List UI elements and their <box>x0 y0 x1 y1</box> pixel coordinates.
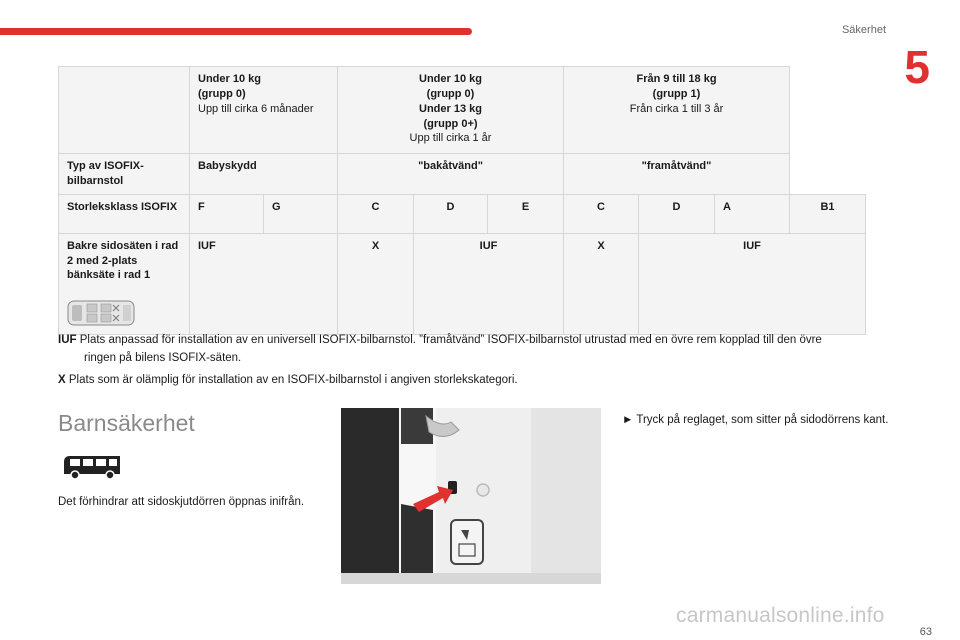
iuf-note <box>58 332 878 368</box>
rear-cell: IUF <box>639 233 866 335</box>
iuf-label: IUF <box>58 334 77 346</box>
door-lock-photo <box>341 408 601 584</box>
rear-cell: IUF <box>414 233 564 335</box>
table-corner-cell <box>59 67 190 154</box>
size-cell: D <box>639 194 715 233</box>
rear-cell: IUF <box>190 233 338 335</box>
van-icon <box>60 452 124 480</box>
size-row-label: Storleksklass ISOFIX <box>59 194 190 233</box>
isofix-table <box>58 66 866 335</box>
x-text: Plats som är olämplig för installation av en ISOFIX-bilbarnstol i angiven storlekskategori. <box>68 374 518 386</box>
chapter-accent-bar <box>0 28 472 35</box>
page-number: 63 <box>919 626 932 638</box>
type-row-bakatvand: "bakåtvänd" <box>338 154 564 195</box>
size-cell: A <box>715 194 790 233</box>
van-seat-diagram-icon <box>67 297 139 329</box>
header-group-1 <box>564 67 790 154</box>
size-cell: F <box>190 194 264 233</box>
header-group-0-weight: Under 10 kg <box>198 73 261 85</box>
rear-cell: X <box>564 233 639 335</box>
header-group-0plus-group2: (grupp 0+) <box>423 117 478 130</box>
x-note <box>58 372 518 390</box>
header-group-0-age: Upp till cirka 6 månader <box>198 102 314 115</box>
door-lock-illustration <box>341 408 601 584</box>
section-title: Barnsäkerhet <box>58 410 195 436</box>
header-group-1-weight: Från 9 till 18 kg <box>636 73 717 85</box>
type-row-babyskydd: Babyskydd <box>190 154 338 195</box>
watermark: carmanualsonline.info <box>676 604 885 627</box>
header-group-1-group: (grupp 1) <box>652 87 701 100</box>
iuf-text: Plats anpassad för installation av en universell ISOFIX-bilbarnstol. ”framåtvänd” ISOFIX-bilbarnstol utrustad med en övre rem kopplad till den övre <box>79 334 822 346</box>
size-cell: E <box>488 194 564 233</box>
header-group-0plus-weight2: Under 13 kg <box>419 102 482 115</box>
header-group-1-age: Från cirka 1 till 3 år <box>629 102 724 115</box>
header-group-0plus-weight1: Under 10 kg <box>419 73 482 85</box>
size-cell: C <box>564 194 639 233</box>
header-group-0plus-group1: (grupp 0) <box>426 87 475 100</box>
type-row-label: Typ av ISOFIX-bilbarnstol <box>59 154 190 195</box>
header-group-0plus-age: Upp till cirka 1 år <box>409 132 492 145</box>
size-cell: B1 <box>790 194 866 233</box>
rear-row-label: Bakre sidosäten i rad 2 med 2-plats bänksäte i rad 1 <box>59 233 190 335</box>
header-group-0plus <box>338 67 564 154</box>
size-cell: D <box>414 194 488 233</box>
type-row-framatvand: "framåtvänd" <box>564 154 790 195</box>
rear-cell: X <box>338 233 414 335</box>
page-header-title: Säkerhet <box>841 24 886 36</box>
x-label: X <box>58 374 66 386</box>
section-body: Det förhindrar att sidoskjutdörren öppnas inifrån. <box>58 496 305 508</box>
chapter-number: 5 <box>904 41 930 93</box>
iuf-text-cont: ringen på bilens ISOFIX-säten. <box>84 351 242 364</box>
header-group-0 <box>190 67 338 154</box>
size-cell: C <box>338 194 414 233</box>
instruction-text: ► Tryck på reglaget, som sitter på sidodörrens kant. <box>622 414 889 426</box>
size-cell: G <box>264 194 338 233</box>
header-group-0-group: (grupp 0) <box>198 87 246 100</box>
